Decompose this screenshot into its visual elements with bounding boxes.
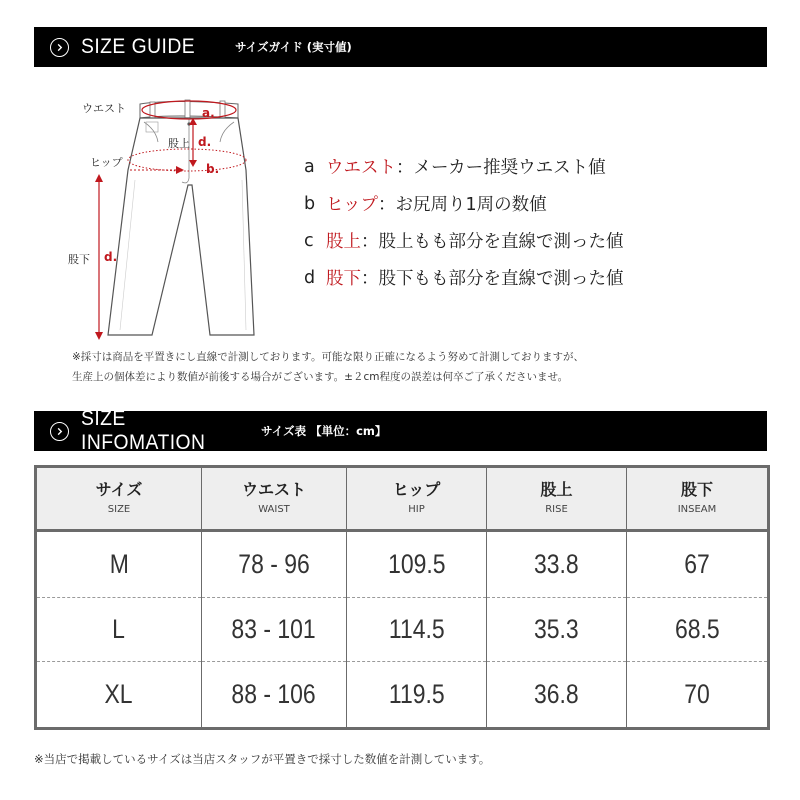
- legend-item-inseam: d 股下 ：股下もも部分を直線で測った値: [304, 267, 624, 289]
- cell-size: XL: [36, 662, 202, 729]
- header-waist: ウエスト WAIST: [202, 467, 347, 531]
- cell-hip: 109.5: [347, 531, 487, 598]
- cell-waist: 88 - 106: [202, 662, 347, 729]
- cell-waist: 83 - 101: [202, 597, 347, 662]
- cell-hip: 119.5: [347, 662, 487, 729]
- size-guide-subtitle: サイズガイド (実寸値): [235, 40, 352, 54]
- diagram-letter-b: b.: [206, 162, 220, 176]
- size-info-title: SIZE INFOMATION: [81, 407, 206, 454]
- size-info-subtitle: サイズ表 【単位：cm】: [261, 424, 387, 438]
- diagram-letter-d: d.: [104, 250, 118, 264]
- cell-inseam: 67: [627, 531, 769, 598]
- table-header-row: [36, 467, 769, 531]
- size-info-header: [34, 407, 767, 454]
- cell-inseam: 68.5: [627, 597, 769, 662]
- cell-inseam: 70: [684, 679, 710, 710]
- diagram-label-rise: 股上: [168, 137, 190, 150]
- cell-waist: 78 - 96: [202, 531, 347, 598]
- table-row: [36, 597, 769, 662]
- legend-item-waist: a ウエスト ：メーカー推奨ウエスト値: [304, 156, 606, 178]
- chevron-right-circle-icon: [50, 38, 69, 57]
- diagram-label-inseam: 股下: [68, 253, 90, 266]
- cell-rise: 35.3: [487, 597, 627, 662]
- diagram-label-waist: ウエスト: [82, 102, 126, 115]
- diagram-label-hip: ヒップ: [90, 156, 123, 169]
- cell-rise: 33.8: [487, 531, 627, 598]
- header-inseam: 股下 INSEAM: [627, 467, 769, 531]
- chevron-right-circle-icon: [50, 422, 69, 441]
- size-table: [34, 465, 770, 730]
- cell-size: L: [36, 597, 202, 662]
- header-rise: 股上 RISE: [487, 467, 627, 531]
- diagram-letter-a: a.: [202, 106, 215, 120]
- measurement-legend: [304, 148, 624, 296]
- table-row: [36, 662, 769, 729]
- cell-rise: 36.8: [487, 662, 627, 729]
- cell-hip: 114.5: [347, 597, 487, 662]
- table-row: [36, 531, 769, 598]
- cell-size: M: [36, 531, 202, 598]
- header-size: サイズ SIZE: [36, 467, 202, 531]
- measurement-note-line2: 生産上の個体差により数値が前後する場合がございます。±２cm程度の誤差は何卒ご了承くださいませ。: [72, 371, 569, 383]
- pants-measurement-diagram: [60, 90, 280, 345]
- header-hip: ヒップ HIP: [347, 467, 487, 531]
- legend-item-rise: c 股上 ：股上もも部分を直線で測った値: [304, 230, 624, 252]
- size-guide-title: SIZE GUIDE: [81, 35, 196, 58]
- measurement-note-line1: ※採寸は商品を平置きにし直線で計測しております。可能な限り正確になるよう努めて計測しておりますが、: [72, 351, 584, 363]
- pants-illustration: [60, 90, 280, 345]
- footer-note: ※当店で掲載しているサイズは当店スタッフが平置きで採寸した数値を計測しています。: [34, 752, 491, 766]
- legend-item-hip: b ヒップ ：お尻周り1周の数値: [304, 193, 547, 215]
- size-guide-header: [34, 27, 767, 67]
- diagram-letter-c: d.: [198, 135, 212, 149]
